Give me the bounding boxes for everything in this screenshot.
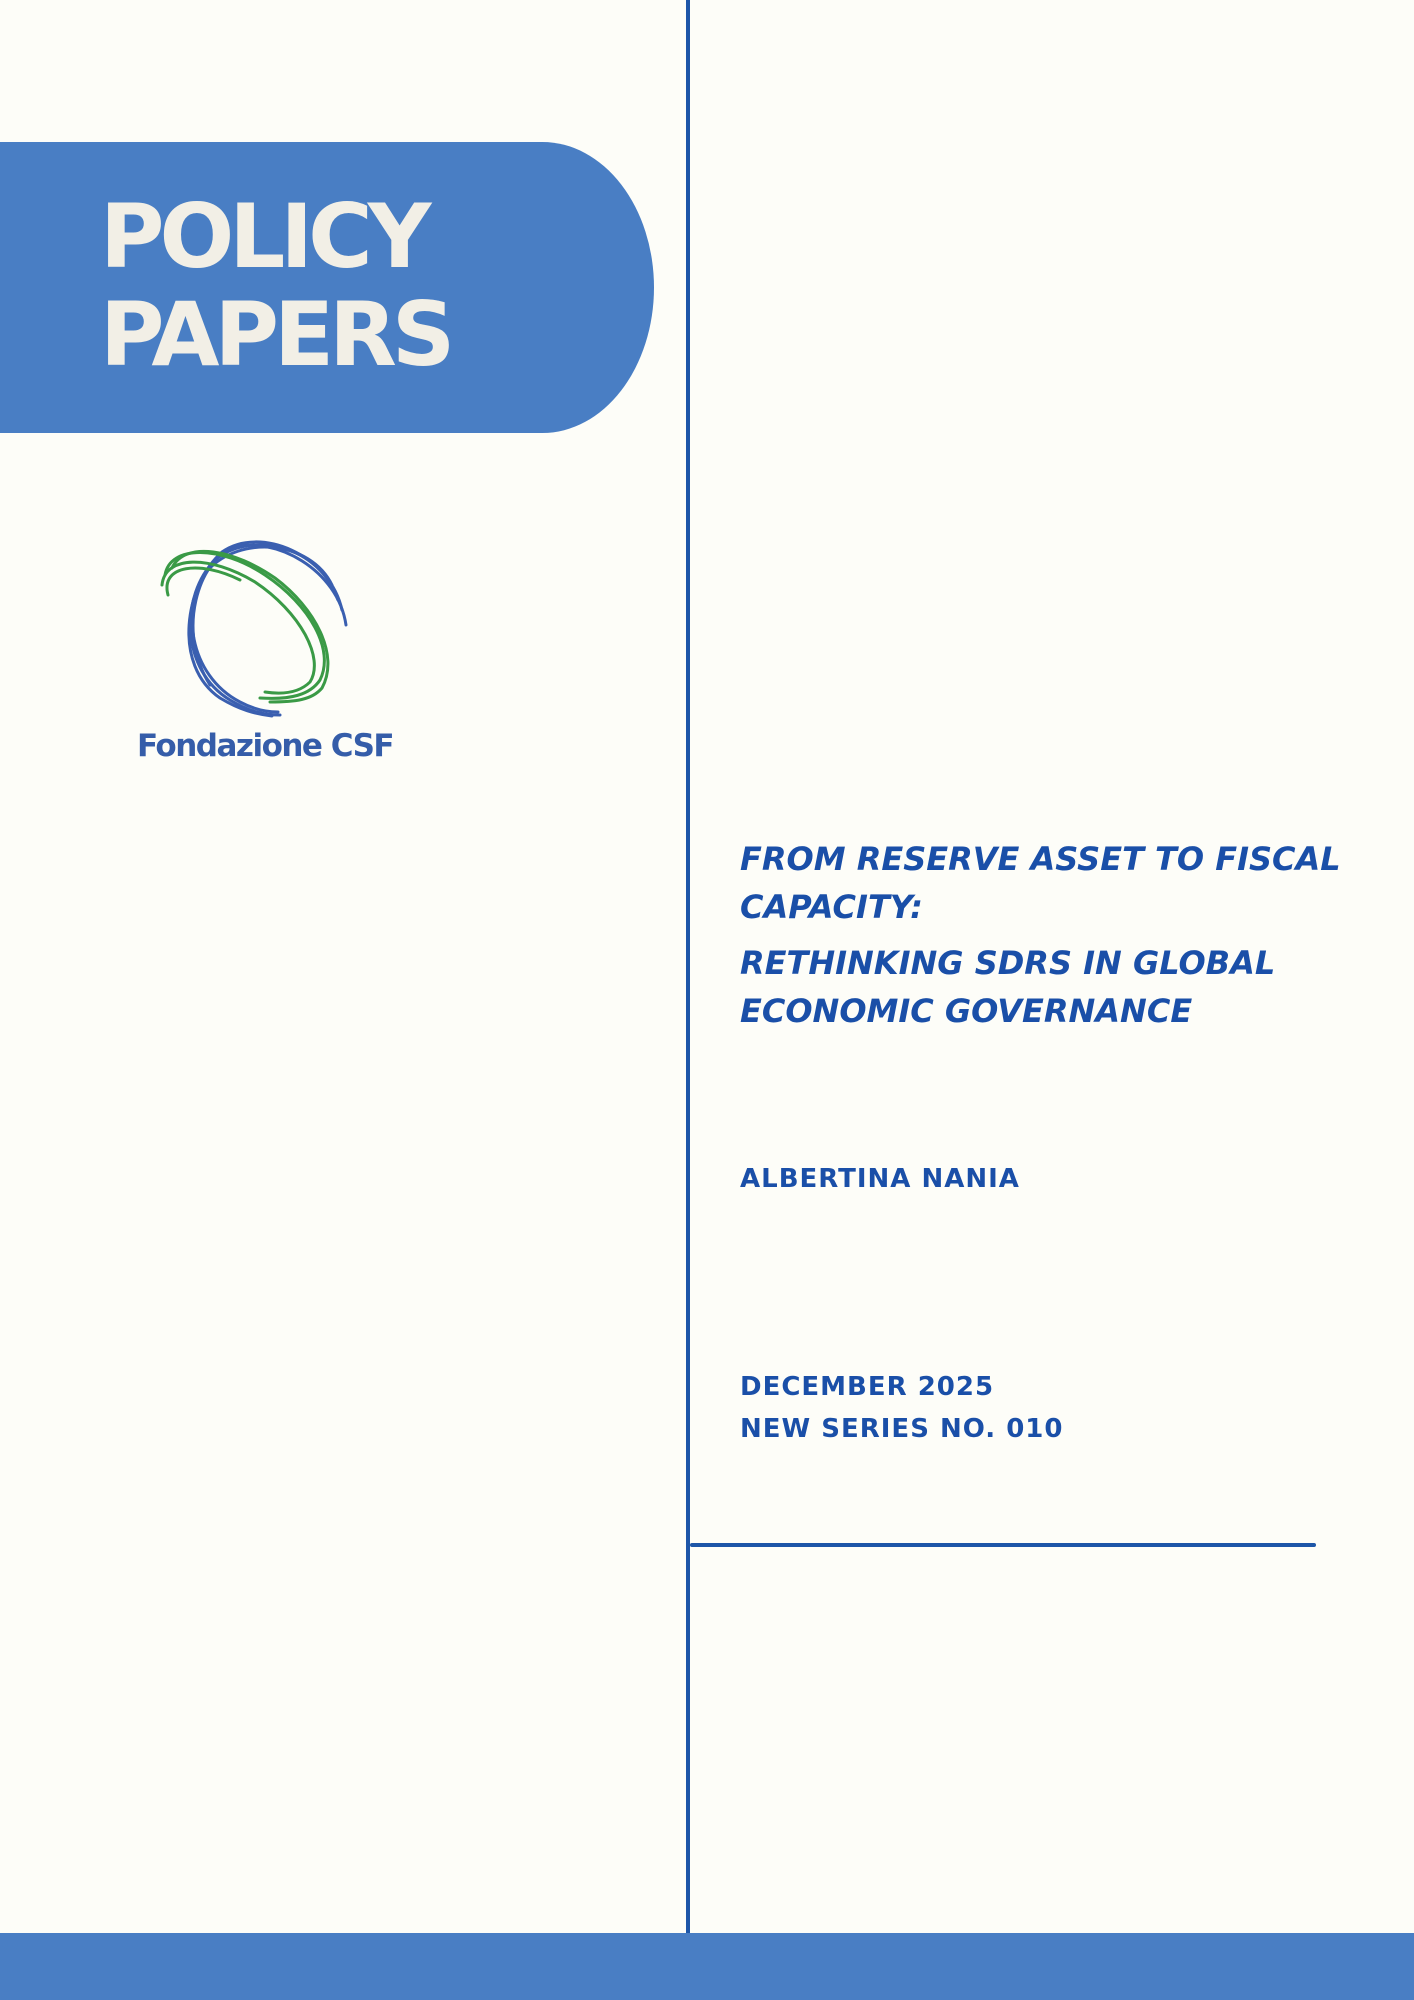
- vertical-divider: [686, 0, 690, 1934]
- footer-bar: [0, 1933, 1414, 2000]
- horizontal-divider: [690, 1543, 1316, 1547]
- banner-title-line-2: PAPERS: [100, 283, 451, 386]
- policy-papers-banner: [0, 142, 654, 433]
- banner-title: [100, 185, 451, 386]
- publication-meta: [740, 1366, 1063, 1450]
- series-number: NEW SERIES NO. 010: [740, 1414, 1064, 1444]
- fondazione-csf-logo: [130, 530, 410, 770]
- paper-title: [740, 835, 1350, 1043]
- globe-rings-icon: [160, 530, 370, 720]
- paper-title-line-1: FROM RESERVE ASSET TO FISCAL CAPACITY:: [740, 840, 1341, 926]
- publication-date: DECEMBER 2025: [740, 1372, 995, 1402]
- author-name: ALBERTINA NANIA: [740, 1164, 1020, 1194]
- paper-title-line-2: RETHINKING SDRS IN GLOBAL ECONOMIC GOVERNANCE: [740, 944, 1276, 1030]
- logo-wordmark: Fondazione CSF: [137, 728, 394, 764]
- banner-title-line-1: POLICY: [100, 185, 427, 288]
